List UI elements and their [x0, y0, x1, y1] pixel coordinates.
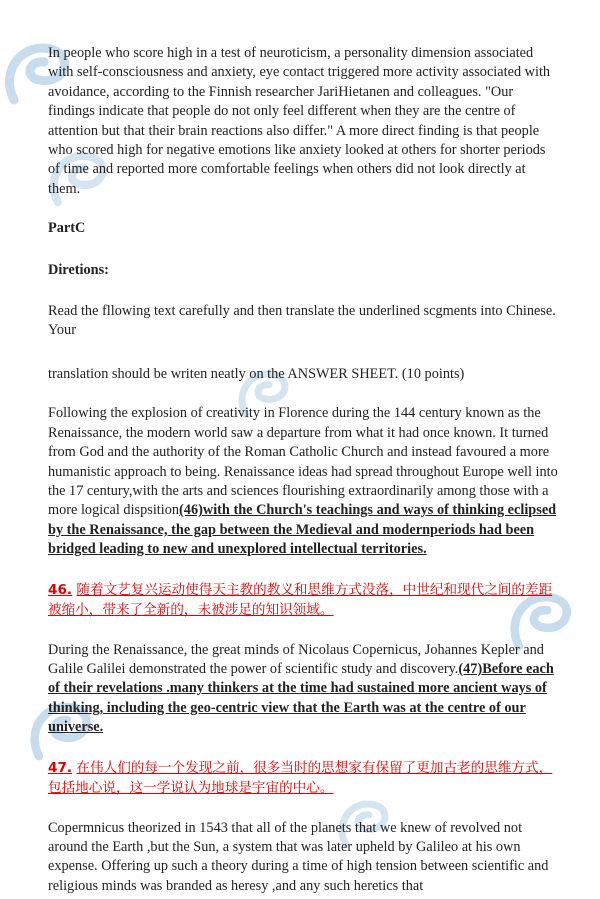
document-body: [48, 44, 558, 896]
translation-number: 46.: [48, 581, 73, 598]
translation-text: 在伟人们的每一个发现之前，很多当时的思想家有保留了更加古老的思维方式，包括地心说，这一学说认为地球是宇宙的中心。: [48, 759, 553, 797]
instructions-line-2: translation should be writen neatly on the ANSWER SHEET. (10 points): [48, 365, 465, 382]
paragraph-text: During the Renaissance, the great minds of Nicolaus Copernicus, Johannes Kepler and Galile Galilei demonstrated the power of scientific study and discovery.: [48, 641, 544, 677]
directions-heading: Diretions:: [48, 261, 109, 278]
underlined-segment-46: (46)with the Church's teachings and ways of thinking eclipsed by the Renaissance, the gap between the Medieval and modernperiods had been bridged leading to new and unexplored intellectual territories.: [48, 502, 557, 558]
paragraph-neuroticism: In people who score high in a test of neuroticism, a personality dimension associated with self-consciousness and anxiety, eye contact triggered more activity associated with avoidance, according to the Finnish researcher JariHietanen and colleagues. "Our findings indicate that people do not only feel different when they are the centre of attention but that their brain reactions also differ." A more direct finding is that people who scored high for negative emotions like anxiety looked at others for shorter periods of time and reported more comfortable feelings when others did not look directly at them.: [48, 45, 551, 197]
part-heading: PartC: [48, 220, 86, 237]
paragraph-copernicus-theory: Copermnicus theorized in 1543 that all of the planets that we knew of revolved not around the Earth ,but the Sun, a system that was later upheld by Galileo at his own expense. Offering up such a theory during a time of high tension between scientific and religious minds was branded as heresy ,and any such heretics that: [48, 819, 549, 894]
paragraph-renaissance: [48, 404, 558, 559]
translation-46: [48, 580, 558, 621]
translation-number: 47.: [48, 759, 73, 776]
paragraph-copernicus: [48, 641, 558, 738]
instructions-line-1: Read the fllowing text carefully and then translate the underlined scgments into Chinese. Your: [48, 303, 556, 339]
paragraph-text: Following the explosion of creativity in Florence during the 144 century known as the Renaissance, the modern world saw a departure from what it had once known. It turned from God and the authority of the Roman Catholic Church and instead favoured a more humanistic approach to being. Renaissance ideas had spread throughout Europe well into the 17 century,with the arts and sciences flourishing extraordinarily among those with a more logical dispsition: [48, 405, 558, 519]
translation-text: 随着文艺复兴运动使得天主教的教义和思维方式没落，中世纪和现代之间的差距被缩小，带来了全新的，未被涉足的知识领域。: [48, 581, 553, 619]
translation-47: [48, 758, 558, 799]
underlined-segment-47: (47)Before each of their revelations .many thinkers at the time had sustained more ancient ways of thinking, including the geo-centric view that the Earth was at the centre of our universe.: [48, 660, 554, 736]
